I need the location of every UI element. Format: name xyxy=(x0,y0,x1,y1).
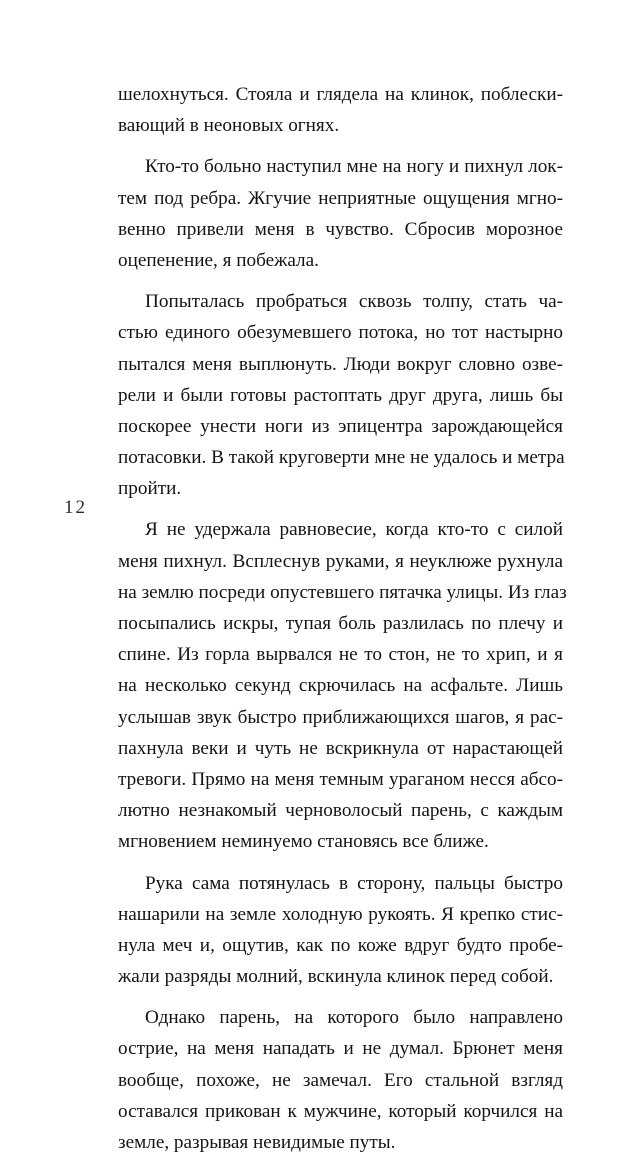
text-line: услышав звук быстро приближающихся шагов, я рас- xyxy=(118,706,563,728)
text-line: тревоги. Прямо на меня темным ураганом несся абсо- xyxy=(118,768,563,790)
text-line: Кто-то больно наступил мне на ногу и пихнул лок- xyxy=(145,156,563,178)
paragraph-3 xyxy=(118,286,563,504)
text-line: спине. Из горла вырвался не то стон, не то хрип, и я xyxy=(118,644,563,666)
text-line: вообще, похоже, не замечал. Его стальной взгляд xyxy=(118,1069,563,1091)
text-line: Я не удержала равновесие, когда кто-то с силой xyxy=(145,519,563,541)
text-line: вающий в неоновых огнях. xyxy=(118,115,340,137)
text-line: пройти. xyxy=(118,478,182,500)
text-line: Попыталась пробраться сквозь толпу, стать ча- xyxy=(145,291,563,313)
text-line: земле, разрывая невидимые путы. xyxy=(118,1132,396,1153)
text-line: на землю посреди опустевшего пятачка улицы. Из глаз xyxy=(118,581,567,603)
text-line: пахнула веки и чуть не вскрикнула от нарастающей xyxy=(118,737,563,759)
text-line: на несколько секунд скрючилась на асфальте. Лишь xyxy=(118,675,563,697)
text-line: потасовки. В такой круговерти мне не удалось и метра xyxy=(118,447,565,469)
text-line: посыпались искры, тупая боль разлилась по плечу и xyxy=(118,613,563,634)
text-line: Однако парень, на которого было направлено xyxy=(145,1007,563,1029)
paragraph-1 xyxy=(118,79,563,141)
text-line: жали разряды молний, вскинула клинок перед собой. xyxy=(118,966,554,988)
text-line: стью единого обезумевшего потока, но тот настырно xyxy=(118,322,563,344)
text-line: мгновением неминуемо становясь все ближе. xyxy=(118,831,489,853)
text-line: оцепенение, я побежала. xyxy=(118,249,319,271)
text-line: лютно незнакомый черноволосый парень, с каждым xyxy=(118,800,563,822)
text-line: тем под ребра. Жгучие неприятные ощущения мгно- xyxy=(118,187,563,209)
paragraph-5 xyxy=(118,868,563,993)
text-line: нула меч и, ощутив, как по коже вдруг будто пробе- xyxy=(118,934,563,956)
text-line: нашарили на земле холодную рукоять. Я крепко стис- xyxy=(118,903,563,925)
book-page-text xyxy=(118,79,567,1168)
paragraph-2 xyxy=(118,151,563,276)
text-line: пытался меня выплюнуть. Люди вокруг словно озве- xyxy=(118,353,563,375)
text-line: поскорее унести ноги из эпицентра зарождающейся xyxy=(118,415,563,437)
page-number: 12 xyxy=(64,497,87,518)
text-line: венно привели меня в чувство. Сбросив морозное xyxy=(118,218,563,240)
text-line: меня пихнул. Всплеснув руками, я неуклюже рухнула xyxy=(118,550,563,572)
text-line: рели и были готовы растоптать друг друга, лишь бы xyxy=(118,384,563,406)
text-line: шелохнуться. Стояла и глядела на клинок, поблески- xyxy=(118,84,563,105)
text-line: острие, на меня нападать и не думал. Брюнет меня xyxy=(118,1038,563,1060)
text-line: оставался прикован к мужчине, который корчился на xyxy=(118,1100,563,1122)
paragraph-4 xyxy=(118,514,567,857)
paragraph-6 xyxy=(118,1002,563,1158)
text-line: Рука сама потянулась в сторону, пальцы быстро xyxy=(145,872,563,894)
